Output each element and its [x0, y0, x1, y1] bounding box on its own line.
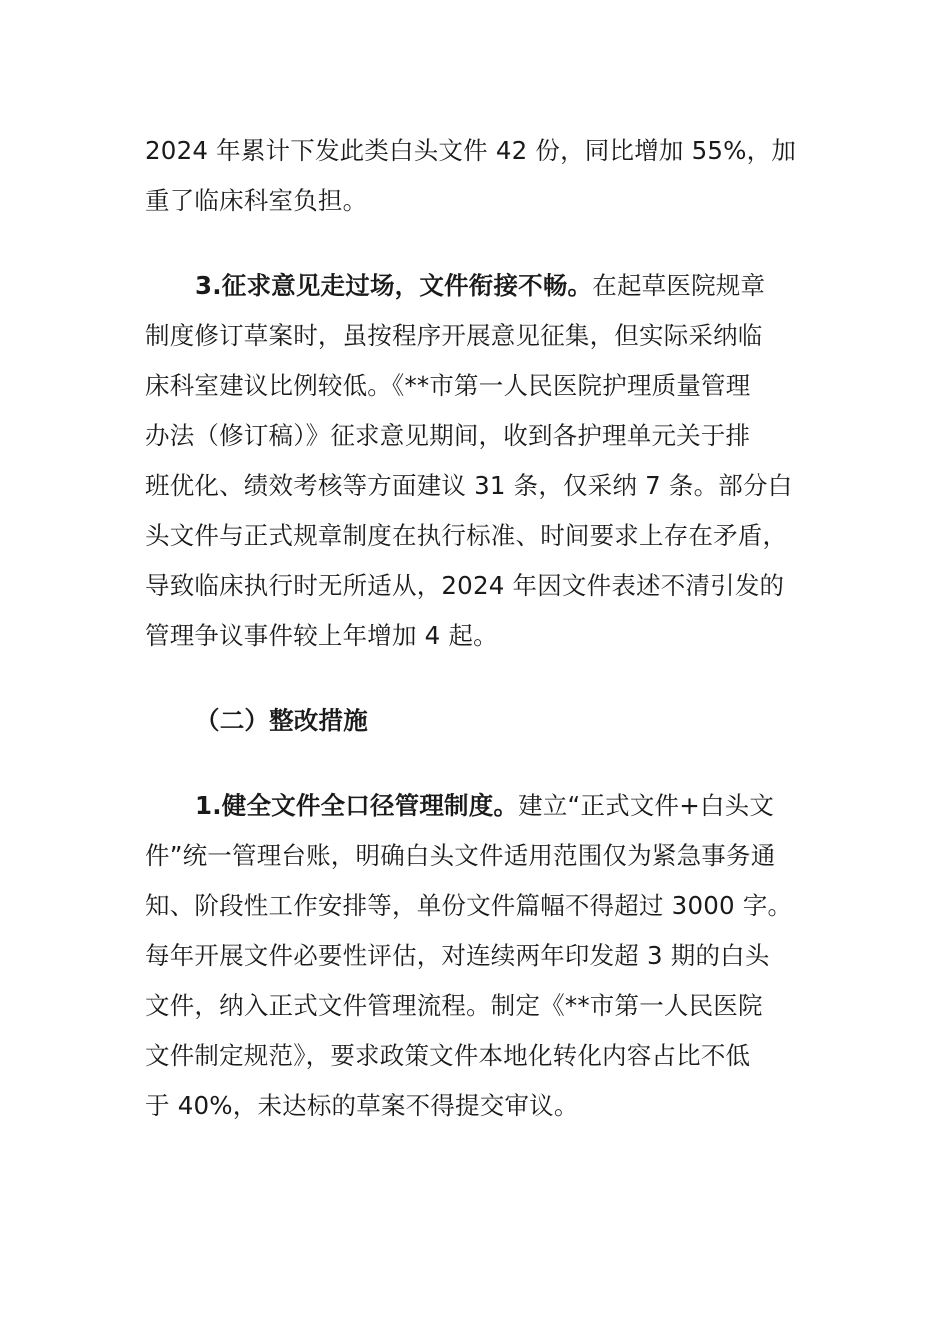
paragraph-3-line-5: 文件，纳入正式文件管理流程。制定《**市第一人民医院 [145, 991, 763, 1020]
paragraph-3-line-1 [195, 791, 774, 821]
paragraph-3-line-3: 知、阶段性工作安排等，单份文件篇幅不得超过 3000 字。 [145, 891, 793, 920]
paragraph-2-heading: 3.征求意见走过场，文件衔接不畅。 [195, 271, 593, 300]
paragraph-2-line-2: 制度修订草案时，虽按程序开展意见征集，但实际采纳临 [145, 321, 763, 350]
paragraph-3-line-7: 于 40%，未达标的草案不得提交审议。 [145, 1091, 579, 1120]
paragraph-1-line-2: 重了临床科室负担。 [145, 186, 368, 215]
paragraph-1-line-1: 2024 年累计下发此类白头文件 42 份，同比增加 55%，加 [145, 136, 797, 165]
paragraph-3-line-2: 件”统一管理台账，明确白头文件适用范围仅为紧急事务通 [145, 841, 776, 870]
paragraph-3-line-6: 文件制定规范》，要求政策文件本地化转化内容占比不低 [145, 1041, 751, 1070]
paragraph-2-line-6: 头文件与正式规章制度在执行标准、时间要求上存在矛盾， [145, 521, 788, 550]
paragraph-2-line-8: 管理争议事件较上年增加 4 起。 [145, 621, 498, 650]
paragraph-2-line-1 [195, 271, 765, 301]
paragraph-3-heading: 1.健全文件全口径管理制度。 [195, 791, 519, 820]
paragraph-3-first-line-rest: 建立“正式文件+白头文 [518, 791, 775, 820]
paragraph-2-line-5: 班优化、绩效考核等方面建议 31 条，仅采纳 7 条。部分白 [145, 471, 793, 500]
paragraph-2-line-3: 床科室建议比例较低。《**市第一人民医院护理质量管理 [145, 371, 751, 400]
paragraph-3-line-4: 每年开展文件必要性评估，对连续两年印发超 3 期的白头 [145, 941, 770, 970]
paragraph-2-first-line-rest: 在起草医院规章 [592, 271, 766, 300]
paragraph-2-line-7: 导致临床执行时无所适从，2024 年因文件表述不清引发的 [145, 571, 785, 600]
paragraph-2-line-4: 办法（修订稿）》征求意见期间，收到各护理单元关于排 [145, 421, 751, 450]
section-heading: （二）整改措施 [195, 706, 368, 735]
